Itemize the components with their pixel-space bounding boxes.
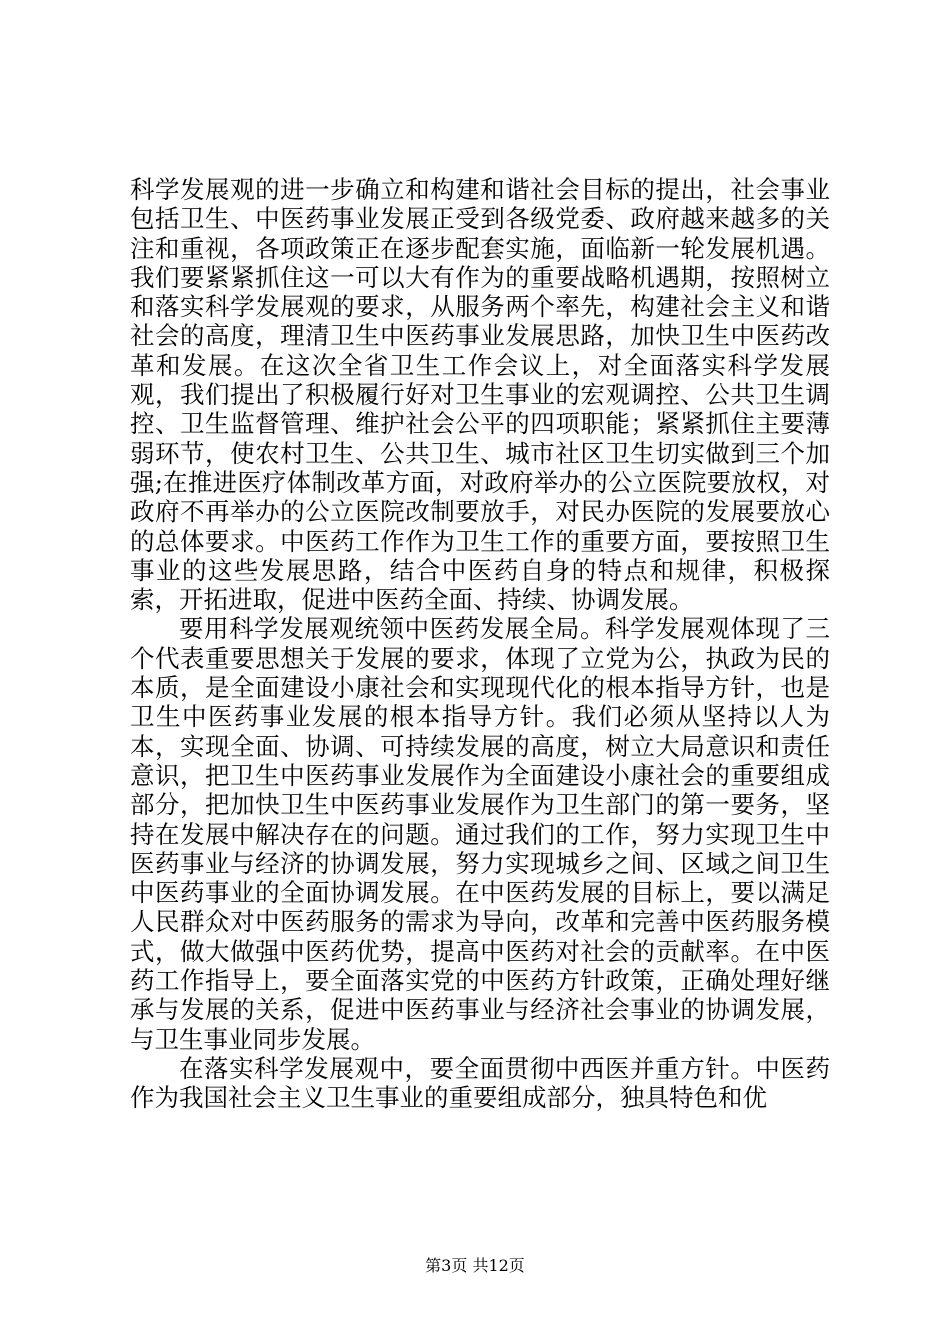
paragraph-3: 在落实科学发展观中，要全面贯彻中西医并重方针。中医药作为我国社会主义卫生事业的重要组成部分，独具特色和优 [130,1053,830,1113]
paragraph-1: 科学发展观的进一步确立和构建和谐社会目标的提出，社会事业包括卫生、中医药事业发展正受到各级党委、政府越来越多的关注和重视，各项政策正在逐步配套实施，面临新一轮发展机遇。我们要紧紧抓住这一可以大有作为的重要战略机遇期，按照树立和落实科学发展观的要求，从服务两个率先，构建社会主义和谐社会的高度，理清卫生中医药事业发展思路，加快卫生中医药改革和发展。在这次全省卫生工作会议上，对全面落实科学发展观，我们提出了积极履行好对卫生事业的宏观调控、公共卫生调控、卫生监督管理、维护社会公平的四项职能；紧紧抓住主要薄弱环节，使农村卫生、公共卫生、城市社区卫生切实做到三个加强;在推进医疗体制改革方面，对政府举办的公立医院要放权，对政府不再举办的公立医院改制要放手，对民办医院的发展要放心的总体要求。中医药工作作为卫生工作的重要方面，要按照卫生事业的这些发展思路，结合中医药自身的特点和规律，积极探索，开拓进取，促进中医药全面、持续、协调发展。 [130,175,830,615]
page-number-label: 第3页 共12页 [425,1256,525,1275]
page-footer [0,1256,950,1276]
paragraph-2: 要用科学发展观统领中医药发展全局。科学发展观体现了三个代表重要思想关于发展的要求，体现了立党为公，执政为民的本质，是全面建设小康社会和实现现代化的根本指导方针，也是卫生中医药事业发展的根本指导方针。我们必须从坚持以人为本，实现全面、协调、可持续发展的高度，树立大局意识和责任意识，把卫生中医药事业发展作为全面建设小康社会的重要组成部分，把加快卫生中医药事业发展作为卫生部门的第一要务，坚持在发展中解决存在的问题。通过我们的工作，努力实现卫生中医药事业与经济的协调发展，努力实现城乡之间、区域之间卫生中医药事业的全面协调发展。在中医药发展的目标上，要以满足人民群众对中医药服务的需求为导向，改革和完善中医药服务模式，做大做强中医药优势，提高中医药对社会的贡献率。在中医药工作指导上，要全面落实党的中医药方针政策，正确处理好继承与发展的关系，促进中医药事业与经济社会事业的协调发展，与卫生事业同步发展。 [130,614,830,1054]
document-body [130,175,830,1113]
